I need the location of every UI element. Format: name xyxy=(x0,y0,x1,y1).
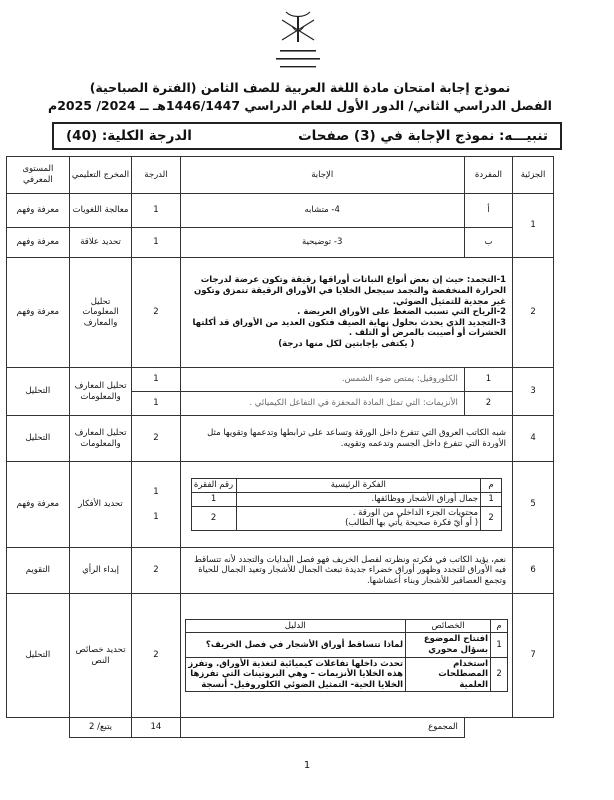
score-cell: 2 xyxy=(132,258,180,368)
level-cell: التحليل xyxy=(7,368,70,416)
table-row xyxy=(7,228,554,258)
feature-evidence: لماذا تتساقط أوراق الأشجار في فصل الخريف؟ xyxy=(185,633,406,657)
score-line: 1 xyxy=(153,511,159,522)
notice-box xyxy=(52,122,562,150)
col-idea: الفكرة الرئيسية xyxy=(236,479,481,493)
answer-cell: 3- توضيحية xyxy=(180,228,464,258)
answer-line: 3-التجديد الذي يحدث بحلول نهاية الصيف فتكون العديد من الأوراق قد أكلتها الحشرات أو أصيبت بالمرض أو التلف . xyxy=(192,317,507,339)
score-cell: 1 xyxy=(132,194,180,228)
level-cell: معرفة وفهم xyxy=(7,228,70,258)
outcome-cell: تحليل المعارف والمعلومات xyxy=(69,416,132,462)
answer-cell: الأنزيمات: التي تمثل المادة المحفزة في التفاعل الكيميائي . xyxy=(180,392,464,416)
sum-row xyxy=(7,718,554,738)
answer-cell: الكلوروفيل: يمتص ضوء الشمس. xyxy=(180,368,464,392)
outcome-cell: تحديد علاقة xyxy=(69,228,132,258)
feature-m: 1 xyxy=(491,633,508,657)
table-row xyxy=(7,194,554,228)
answer-table xyxy=(6,156,554,738)
idea-m: 2 xyxy=(481,506,502,530)
item-cell: أ xyxy=(464,194,512,228)
answer-line: 1-التجمد: حيث إن بعض أنواع النباتات أوراقها رقيقة وتكون عرضة لدرجات الحرارة المنخفضة والتجمد سيجعل الخلايا في الأوراق الرقيقة تتمزق وتكون غير مجدية للتمثيل الضوئي. xyxy=(193,275,507,307)
answer-cell: نعم، يؤيد الكاتب في فكرته ونظرته لفصل الخريف فهو فصل البدايات والتجدد لأنه تتساقط فيه الأوراق للتجدد وظهور أوراق خضراء جديدة تبعث الجمال للأشجار وتعيد الجمال للحياة وتجمع العصافير للأشجار وبناء أعشاشها. xyxy=(180,548,513,594)
idea-para: 1 xyxy=(191,492,236,506)
outcome-cell: إبداء الرأي xyxy=(69,548,132,594)
answer-line: 2-الرياح التي تسبب الضغط على الأوراق العريضة . xyxy=(297,307,507,318)
score-cell: 1 xyxy=(132,392,180,416)
score-cell: 2 xyxy=(132,594,180,718)
outcome-cell: تحديد الأفكار xyxy=(69,462,132,548)
answer-cell xyxy=(180,462,513,548)
level-cell: معرفة وفهم xyxy=(7,462,70,548)
sum-value: 14 xyxy=(132,718,180,738)
table-row xyxy=(7,416,554,462)
part-cell: 6 xyxy=(513,548,554,594)
header-answer: الإجابة xyxy=(180,157,464,194)
outcome-cell: تحليل المعلومات والمعارف xyxy=(69,258,132,368)
total-score: الدرجة الكلية: (40) xyxy=(66,128,192,144)
answer-cell xyxy=(180,258,513,368)
ministry-emblem-icon xyxy=(262,6,334,76)
answer-cell xyxy=(180,594,513,718)
item-cell: 1 xyxy=(464,368,512,392)
score-cell: 2 xyxy=(132,548,180,594)
header-score: الدرجة xyxy=(132,157,180,194)
outcome-cell: معالجة اللغويات xyxy=(69,194,132,228)
score-cell xyxy=(132,462,180,548)
part-cell: 3 xyxy=(513,368,554,416)
item-cell: 2 xyxy=(464,392,512,416)
level-cell: التقويم xyxy=(7,548,70,594)
part-cell: 4 xyxy=(513,416,554,462)
level-cell: التحليل xyxy=(7,594,70,718)
idea-line: محتويات الجزء الداخلي من الورقة . xyxy=(352,507,479,518)
idea-text xyxy=(236,506,481,530)
col-evidence: الدليل xyxy=(185,619,406,633)
table-row xyxy=(7,594,554,718)
idea-para: 2 xyxy=(191,506,236,530)
table-row xyxy=(7,548,554,594)
part-cell: 1 xyxy=(513,194,554,258)
level-cell: معرفة وفهم xyxy=(7,258,70,368)
score-line: 1 xyxy=(153,486,159,497)
table-row xyxy=(7,368,554,392)
feature-text: افتتاح الموضوع بسؤال محوري xyxy=(406,633,491,657)
header-item: المفردة xyxy=(464,157,512,194)
part-cell: 2 xyxy=(513,258,554,368)
header-level: المستوى المعرفي xyxy=(7,157,70,194)
feature-evidence: تحدث داخلها تفاعلات كيميائية لتغذية الأوراق. وتفرز هذه الخلايا الأنزيمات – وهي البروتينات التي تفرزها الخلايا الحية- التمثيل الضوئي الكلوروفيل- أنسجة xyxy=(185,657,406,692)
notice-text: تنبيـــه: نموذج الإجابة في (3) صفحات xyxy=(298,128,548,144)
answer-cell: شبه الكاتب العروق التي تتفرع داخل الورقة وتساعد على ترابطها وتدعمها وتقويها مثل الأوردة التي تتفرع داخل الجسم وتدعمه وتقويه. xyxy=(180,416,513,462)
part-cell: 5 xyxy=(513,462,554,548)
answer-cell: 4- متشابه xyxy=(180,194,464,228)
level-cell: التحليل xyxy=(7,416,70,462)
item-cell: ب xyxy=(464,228,512,258)
answer-note: ( يكتفى بإجابتين لكل منها درجة) xyxy=(278,339,415,350)
table-row xyxy=(7,462,554,548)
table-header-row xyxy=(7,157,554,194)
col-para: رقم الفقرة xyxy=(191,479,236,493)
header-outcome: المخرج التعليمي xyxy=(69,157,132,194)
main-ideas-table xyxy=(191,478,503,531)
page-number: 1 xyxy=(303,760,311,771)
idea-text: جمال أوراق الأشجار ووظائفها. xyxy=(236,492,481,506)
score-cell: 2 xyxy=(132,416,180,462)
part-cell: 7 xyxy=(513,594,554,718)
score-cell: 1 xyxy=(132,228,180,258)
level-cell: معرفة وفهم xyxy=(7,194,70,228)
col-m: م xyxy=(491,619,508,633)
col-feature: الخصائص xyxy=(406,619,491,633)
header-part: الجزئية xyxy=(513,157,554,194)
idea-note: ( أو أيّ فكرة صحيحة يأتي بها الطالب) xyxy=(345,518,479,529)
exam-subtitle: الفصل الدراسي الثاني/ الدور الأول للعام الدراسي 1446/1447هـ ــ 2024/ 2025م xyxy=(48,98,552,113)
outcome-cell: تحليل المعارف والمعلومات xyxy=(69,368,132,416)
sum-label: المجموع xyxy=(180,718,464,738)
feature-text: استخدام المصطلحات العلمية xyxy=(406,657,491,692)
exam-title: نموذج إجابة امتحان مادة اللغة العربية للصف الثامن (الفترة الصباحية) xyxy=(89,80,511,95)
feature-m: 2 xyxy=(491,657,508,692)
score-cell: 1 xyxy=(132,368,180,392)
idea-m: 1 xyxy=(481,492,502,506)
table-row xyxy=(7,258,554,368)
outcome-cell: تحديد خصائص النص xyxy=(69,594,132,718)
continue-label: يتبع/ 2 xyxy=(69,718,132,738)
text-features-table xyxy=(185,619,509,693)
col-m: م xyxy=(481,479,502,493)
